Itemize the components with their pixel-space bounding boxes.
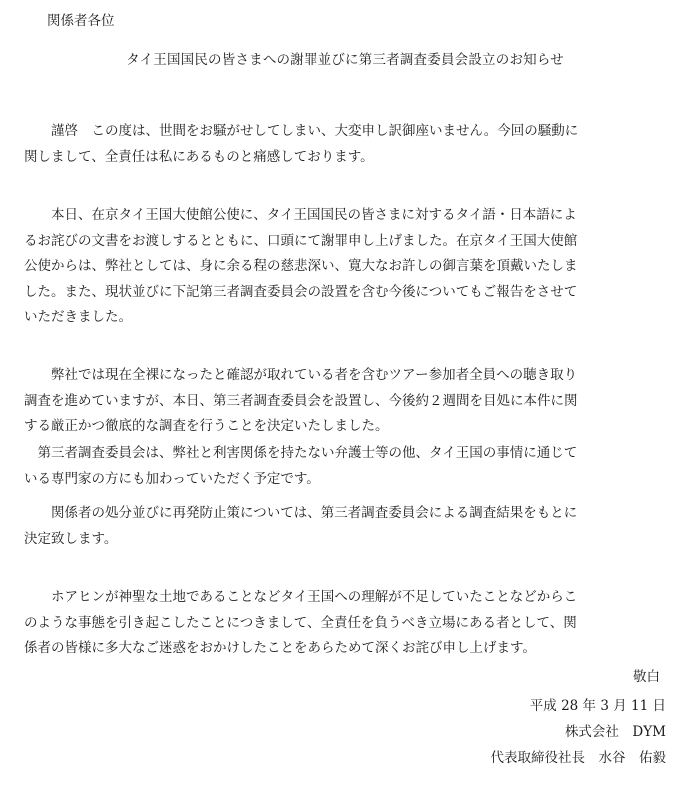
- paragraph-line: する厳正かつ徹底的な調査を行うことを決定いたしました。: [24, 418, 389, 434]
- paragraph-line: 決定致します。: [24, 530, 118, 547]
- closing-word: 敬白: [633, 669, 660, 685]
- paragraph-apology: [24, 119, 680, 170]
- paragraph-line: 第三者調査委員会は、弊社と利害関係を持たない弁護士等の他、タイ王国の事情に通じて: [24, 445, 578, 461]
- paragraph-line: 関しまして、全責任は私にあるものと痛感しております。: [24, 148, 374, 165]
- paragraph-embassy: [24, 203, 680, 331]
- signature-company: 株式会社 DYM: [564, 724, 666, 740]
- paragraph-line: 調査を進めていますが、本日、第三者調査委員会を設置し、今後約２週間を目処に本件に関: [24, 392, 578, 409]
- paragraph-line: 本日、在京タイ王国大使館公使に、タイ王国国民の皆さまに対するタイ語・日本語によ: [24, 207, 577, 223]
- paragraph-line: 関係者の処分並びに再発防止策については、第三者調査委員会による調査結果をもとに: [24, 505, 578, 521]
- paragraph-line: 公使からは、弊社としては、身に余る程の慈悲深い、寛大なお許しの御言葉を頂戴いたしま: [24, 258, 578, 274]
- paragraph-final-apology: [24, 585, 680, 662]
- addressee: 関係者各位: [47, 13, 115, 29]
- paragraph-investigation: [24, 363, 680, 440]
- paragraph-committee: [24, 441, 680, 492]
- paragraph-line: のような事態を引き起こしたことにつきまして、全責任を負うべき立場にある者として、関: [24, 614, 577, 631]
- paragraph-measures: [24, 501, 680, 552]
- paragraph-line: いる専門家の方にも加わっていただく予定です。: [24, 470, 320, 487]
- paragraph-line: いただきました。: [24, 309, 132, 325]
- signature-date: 平成 28 年 3 月 11 日: [529, 698, 666, 714]
- paragraph-line: 謹啓 この度は、世間をお騒がせしてしまい、大変申し訳御座いません。今回の騒動に: [24, 123, 579, 139]
- paragraph-line: るお詫びの文書をお渡しするとともに、口頭にて謝罪申し上げました。在京タイ王国大使館: [24, 232, 578, 249]
- document-title: タイ王国国民の皆さまへの謝罪並びに第三者調査委員会設立のお知らせ: [126, 52, 564, 68]
- paragraph-line: 係者の皆様に多大なご迷惑をおかけしたことをあらためて深くお詫び申し上げます。: [24, 640, 536, 656]
- paragraph-line: ホアヒンが神聖な土地であることなどタイ王国への理解が不足していたことなどからこ: [24, 589, 578, 605]
- paragraph-line: した。また、現状並びに下記第三者調査委員会の設置を含む今後についてもご報告をさせて: [24, 283, 578, 300]
- signature-representative: 代表取締役社長 水谷 佑毅: [490, 750, 666, 766]
- paragraph-line: 弊社では現在全裸になったと確認が取れている者を含むツアー参加者全員への聴き取り: [24, 367, 578, 383]
- signature-block: [491, 693, 667, 771]
